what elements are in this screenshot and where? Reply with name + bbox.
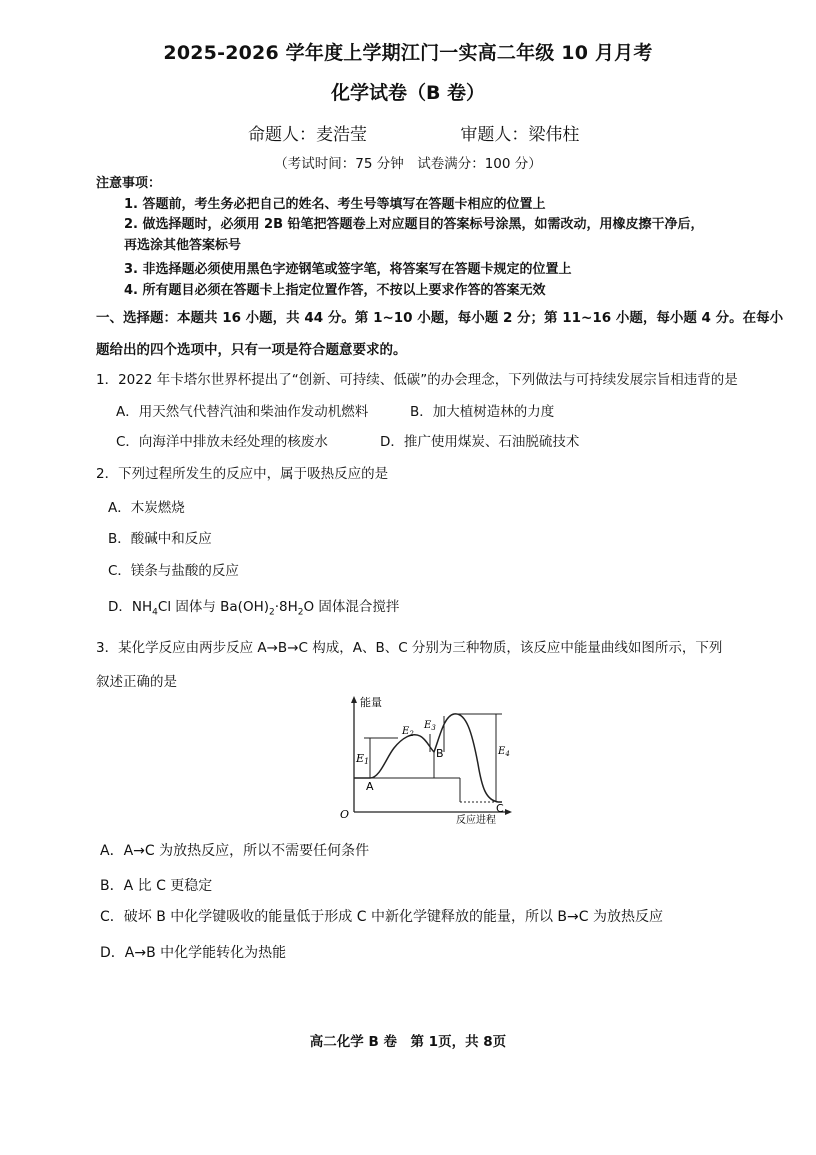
question-2-option-b: B．酸碱中和反应 bbox=[108, 531, 212, 547]
exam-subtitle: 化学试卷（B 卷） bbox=[330, 82, 486, 104]
x-axis-label: 反应进程 bbox=[456, 815, 496, 826]
question-3-option-b: B．A 比 C 更稳定 bbox=[100, 878, 213, 894]
energy-diagram bbox=[336, 692, 516, 826]
question-1-option-a: A．用天然气代替汽油和柴油作发动机燃料 bbox=[116, 404, 369, 420]
question-3-option-d: D．A→B 中化学能转化为热能 bbox=[100, 945, 287, 961]
y-axis-label: 能量 bbox=[360, 696, 382, 709]
notice-item: 2. 做选择题时，必须用 2B 铅笔把答题卷上对应题目的答案标号涂黑，如需改动，用橡皮擦干净后， bbox=[124, 217, 704, 232]
question-2-option-a: A．木炭燃烧 bbox=[108, 500, 185, 516]
authors-line bbox=[248, 120, 579, 145]
reviewer-label: 审题人：梁伟柱 bbox=[460, 125, 580, 145]
notice-item-continued: 再选涂其他答案标号 bbox=[124, 238, 242, 253]
x-axis-arrow bbox=[505, 809, 512, 815]
point-c-label: C bbox=[496, 802, 504, 815]
question-2-option-c: C．镁条与盐酸的反应 bbox=[108, 563, 239, 579]
question-3-stem-continued: 叙述正确的是 bbox=[96, 674, 177, 690]
y-axis-arrow bbox=[351, 696, 357, 703]
question-1-option-c: C．向海洋中排放未经处理的核废水 bbox=[116, 434, 328, 450]
e1-label: E1 bbox=[356, 752, 370, 766]
exam-title: 2025-2026 学年度上学期江门一实高二年级 10 月月考 bbox=[163, 42, 653, 64]
question-3-stem: 3．某化学反应由两步反应 A→B→C 构成，A、B、C 分别为三种物质，该反应中能量曲线如图所示，下列 bbox=[96, 640, 723, 656]
section-heading: 一、选择题：本题共 16 小题，共 44 分。第 1~10 小题，每小题 2 分；第 11~16 小题，每小题 4 分。在每小 bbox=[96, 310, 784, 326]
notice-heading: 注意事项： bbox=[96, 176, 162, 191]
question-2-option-d: D．$NH_4Cl$ 固体与 $Ba(OH)_2\cdot 8H_2O$ 固体混合搅拌 bbox=[108, 599, 400, 618]
point-b-label: B bbox=[436, 747, 444, 760]
e2-label: $E_2$ bbox=[402, 726, 414, 738]
e4-label: $E_4$ bbox=[498, 746, 510, 758]
question-1-option-b: B．加大植树造林的力度 bbox=[410, 404, 555, 420]
question-2-stem: 2．下列过程所发生的反应中，属于吸热反应的是 bbox=[96, 466, 389, 482]
point-a-label: A bbox=[366, 780, 374, 793]
question-3-option-c: C．破坏 B 中化学键吸收的能量低于形成 C 中新化学键释放的能量，所以 B→C 为放热反应 bbox=[100, 909, 663, 925]
e3-label: $E_3$ bbox=[424, 720, 436, 732]
section-heading-continued: 题给出的四个选项中，只有一项是符合题意要求的。 bbox=[96, 342, 407, 358]
page-footer: 高二化学 B 卷 第 1页，共 8页 bbox=[309, 1034, 507, 1050]
notice-item: 3. 非选择题必须使用黑色字迹钢笔或签字笔，将答案写在答题卡规定的位置上 bbox=[124, 262, 572, 277]
notice-item: 1. 答题前，考生务必把自己的姓名、考生号等填写在答题卡相应的位置上 bbox=[124, 197, 546, 212]
question-1-stem: 1．2022 年卡塔尔世界杯提出了“创新、可持续、低碳”的办会理念，下列做法与可持续发展宗旨相违背的是 bbox=[96, 372, 738, 388]
question-3-option-a: A．A→C 为放热反应，所以不需要任何条件 bbox=[100, 843, 370, 859]
question-1-option-d: D．推广使用煤炭、石油脱硫技术 bbox=[380, 434, 580, 450]
exam-info: （考试时间：75 分钟 试卷满分：100 分） bbox=[274, 156, 542, 172]
origin-label: O bbox=[340, 808, 350, 821]
author-label: 命题人：麦浩莹 bbox=[248, 125, 367, 145]
notice-item: 4. 所有题目必须在答题卡上指定位置作答，不按以上要求作答的答案无效 bbox=[124, 283, 546, 298]
